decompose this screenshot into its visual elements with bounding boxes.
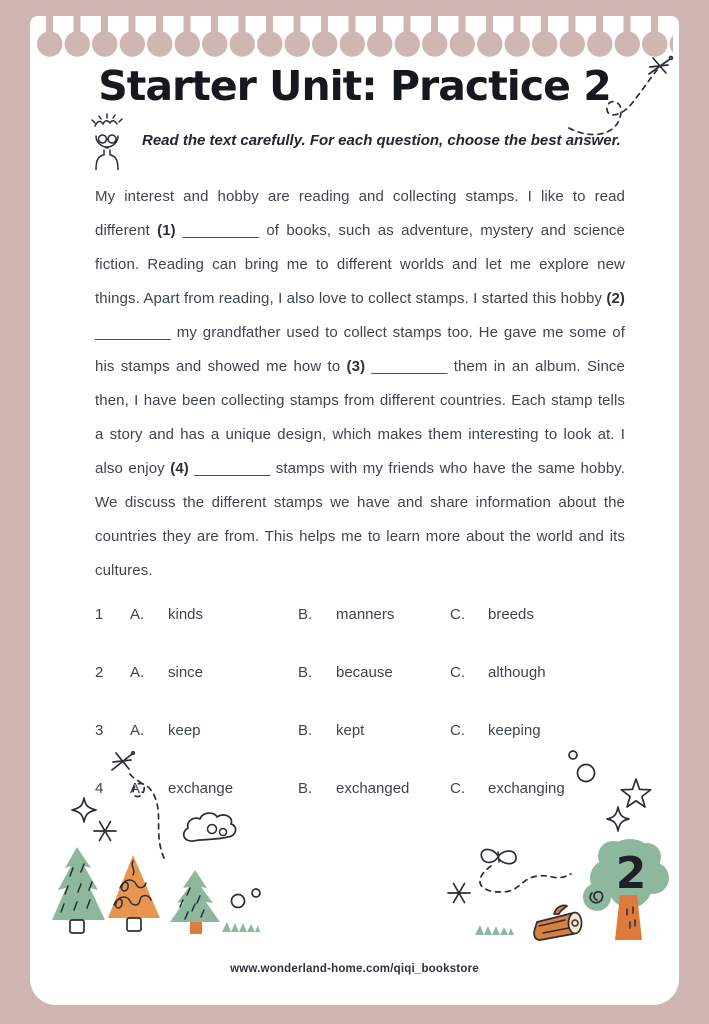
option-letter: B.	[298, 606, 313, 623]
option-text: since	[168, 664, 204, 681]
option-letter: B.	[298, 664, 313, 681]
circle-doodle	[569, 751, 577, 759]
star-icon	[621, 779, 650, 807]
option-text: because	[336, 664, 393, 681]
asterisk-icon	[448, 884, 470, 903]
grass-icon	[222, 922, 260, 932]
option-letter: A.	[130, 722, 145, 739]
grass-icon	[475, 925, 514, 935]
option-text: keep	[168, 722, 201, 739]
sparkle-icon	[607, 807, 629, 831]
page-title: Starter Unit: Practice 2	[98, 62, 611, 110]
pine-tree-icon	[52, 847, 105, 933]
question-number: 4	[95, 780, 104, 797]
reading-passage: My interest and hobby are reading and collecting stamps. I like to read different (1) _________ of books, such as adventure, mystery and science fiction. Reading can bring me to different worlds and let me explore new things. Apart from reading, I also love to collect stamps. I started this hobby (2) _________ my grandfather used to collect stamps too. He gave me some of his stamps and showed me how to (3) _________ them in an album. Since then, I have been collecting stamps from different countries. Each stamp tells a story and has a unique design, which makes them interesting to look at. I also enjoy (4) _________ stamps with my friends who have the same hobby. We discuss the different stamps we have and share information about the countries they are from. This helps me to learn more about the world and its cultures.	[95, 188, 626, 579]
circle-doodle	[252, 889, 260, 897]
orange-tree-icon	[108, 855, 160, 931]
option-letter: B.	[298, 722, 313, 739]
option-text: exchanging	[488, 780, 565, 797]
option-text: manners	[336, 606, 395, 623]
dragonfly-icon	[563, 48, 683, 148]
pine-tree-icon	[170, 870, 220, 934]
question-row-2	[95, 663, 635, 683]
bottom-left-decoration	[38, 728, 368, 943]
instruction-text: Read the text carefully. For each question, choose the best answer.	[142, 131, 621, 149]
option-letter: C.	[450, 664, 465, 681]
butterfly-icon	[481, 849, 516, 863]
sparkle-icon	[72, 798, 96, 822]
option-text: kept	[336, 722, 365, 739]
dashed-trail	[130, 774, 165, 860]
log-icon	[534, 905, 582, 940]
page-number: 2	[615, 848, 647, 899]
option-letter: C.	[450, 606, 465, 623]
circle-doodle	[578, 765, 595, 782]
footer-url: www.wonderland-home.com/qiqi_bookstore	[230, 963, 479, 975]
question-number: 1	[95, 606, 104, 623]
bottom-right-decoration	[406, 716, 671, 951]
option-text: exchange	[168, 780, 234, 797]
option-text: kinds	[168, 606, 204, 623]
option-text: although	[488, 664, 546, 681]
thinking-person-icon	[84, 110, 130, 170]
option-text: exchanged	[336, 780, 410, 797]
option-letter: C.	[450, 780, 465, 797]
question-row-1	[95, 605, 635, 625]
option-letter: A.	[130, 780, 145, 797]
option-text: keeping	[488, 722, 541, 739]
asterisk-icon	[94, 822, 116, 841]
circle-doodle	[232, 895, 245, 908]
option-text: breeds	[488, 606, 534, 623]
cloud-icon	[184, 813, 236, 841]
worksheet-page	[30, 16, 679, 1005]
dragonfly-icon	[112, 752, 134, 770]
option-letter: A.	[130, 606, 145, 623]
dashed-trail	[480, 866, 571, 892]
option-letter: B.	[298, 780, 313, 797]
option-letter: C.	[450, 722, 465, 739]
question-number: 3	[95, 722, 104, 739]
option-letter: A.	[130, 664, 145, 681]
question-number: 2	[95, 664, 104, 681]
page-number-tree	[583, 839, 669, 940]
